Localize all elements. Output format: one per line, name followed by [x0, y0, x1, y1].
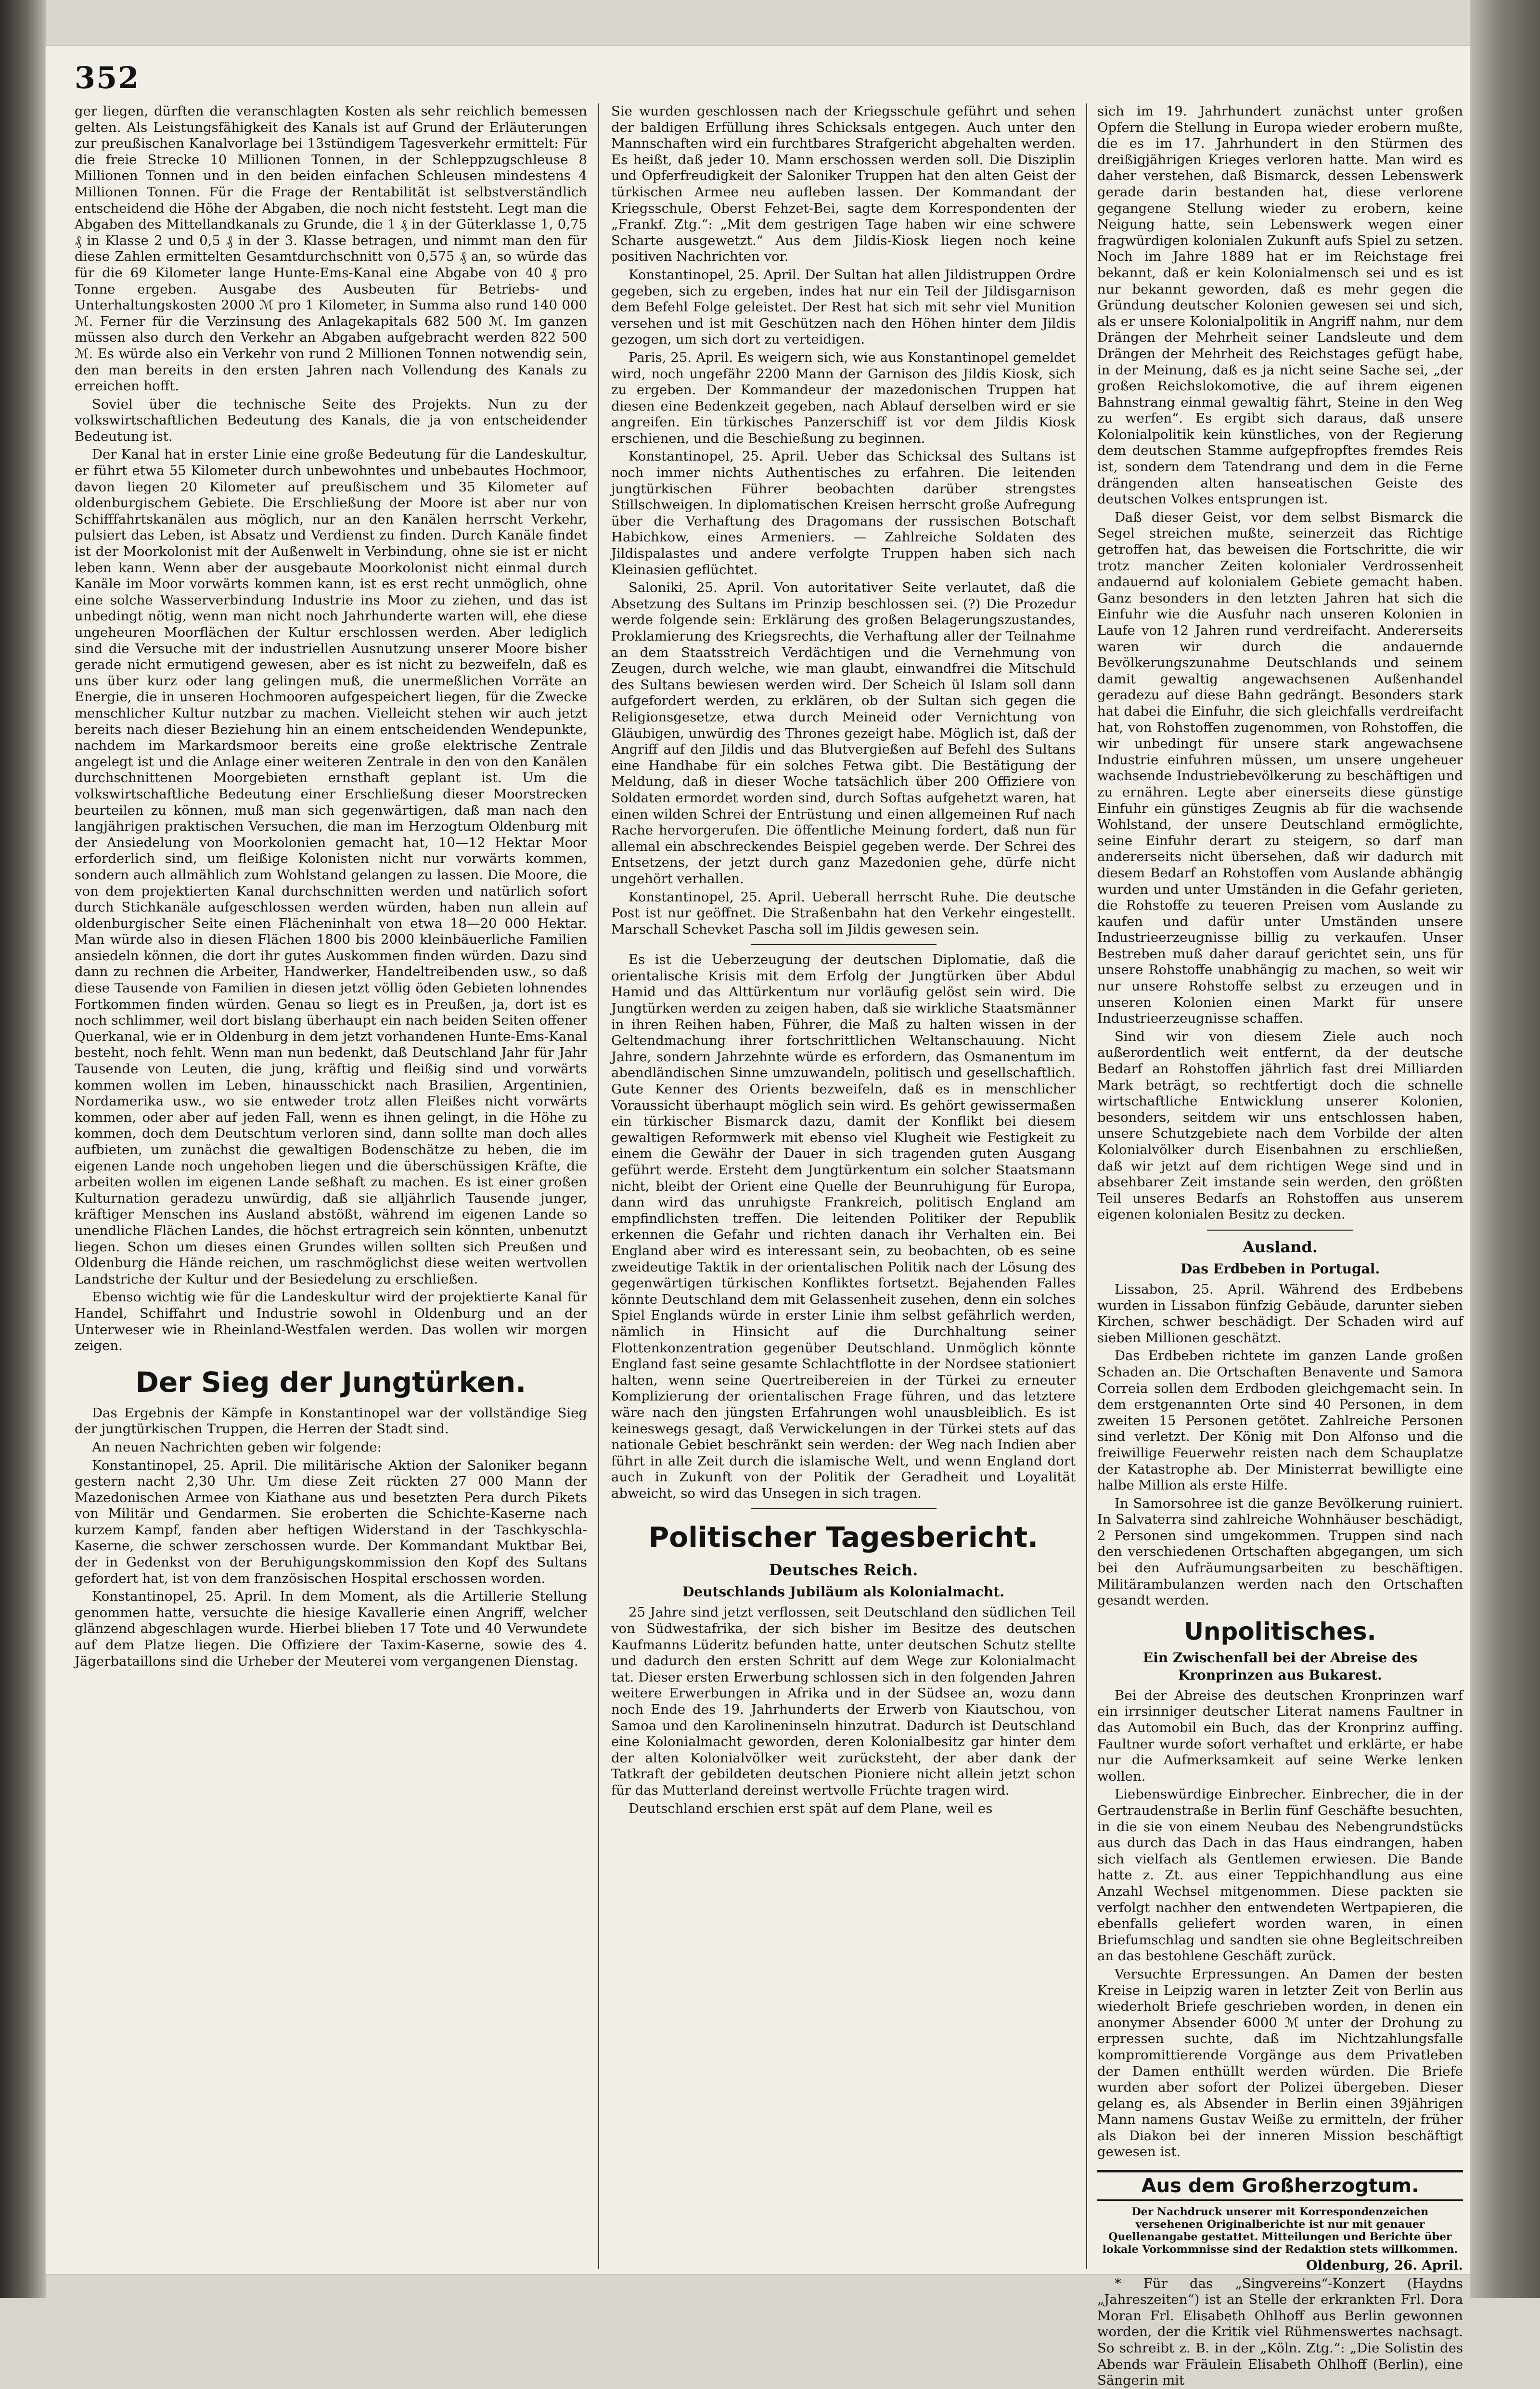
article-paragraph: Bei der Abreise des deutschen Kronprinzen warf ein irrsinniger deutscher Literat namens Faultner in das Automobil ein Buch, das der Kronprinz auffing. Faultner wurde sofort verhaftet und erklärte, er habe nur die Aufmerksamkeit auf seine Werke lenken wollen. [1097, 1687, 1463, 1784]
headline-sieg-jungtuerken: Der Sieg der Jungtürken. [135, 1365, 526, 1399]
page-number: 352 [75, 60, 140, 95]
article-paragraph: Saloniki, 25. April. Von autoritativer Seite verlautet, daß die Absetzung des Sultans im Prinzip beschlossen sei. (?) Die Prozedur werde folgende sein: Erklärung des großen Belagerungszustandes, Proklamierung des Kriegsrechts, die Verhaftung aller der Teilnahme an dem Staatsstreich Verdächtigen und die Vernehmung von Zeugen, durch welche, wie man glaubt, einwandfrei die Mitschuld des Sultans bewiesen werden wird. Der Scheich ül Islam soll dann aufgefordert werden, zu erklären, ob der Sultan sich gegen die Religionsgesetze, etwa durch Meineid oder Vernichtung von Gläubigen, unwürdig des Thrones gezeigt habe. Möglich ist, daß der Angriff auf den Jildis und das Blutvergießen auf Befehl des Sultans eine Handhabe für ein solches Fetwa gibt. Die Bestätigung der Meldung, daß in dieser Woche tatsächlich über 200 Offiziere von Soldaten ermordet worden sind, durch Softas aufgehetzt waren, hat einen wilden Schrei der Entrüstung und einen allgemeinen Ruf nach Rache hervorgerufen. Die öffentliche Meinung fordert, daß nun für allemal ein abschreckendes Beispiel gegeben werde. Der Schrei des Entsetzens, der jetzt durch ganz Mazedonien gehe, dürfe nicht ungehört verhallen. [611, 580, 1076, 886]
article-paragraph: Konstantinopel, 25. April. In dem Moment, als die Artillerie Stellung genommen hatte, versuchte die hiesige Kavallerie einen Angriff, welcher glänzend abgeschlagen wurde. Hierbei blieben 17 Tote und 40 Verwundete auf dem Platze liegen. Die Offiziere der Taxim-Kaserne, sowie des 4. Jägerbataillons sind die Urheber der Meuterei vom vergangenen Dienstag. [75, 1589, 587, 1669]
article-paragraph: 25 Jahre sind jetzt verflossen, seit Deutschland den südlichen Teil von Südwestafrika, der sich bisher im Besitze des deutschen Kaufmanns Lüderitz befunden hatte, unter deutschen Schutz stellte und dadurch den ersten Schritt auf dem Wege zur Kolonialmacht tat. Dieser ersten Erwerbung schlossen sich in den folgenden Jahren weitere Erwerbungen in Afrika und in der Südsee an, wozu dann noch Ende des 19. Jahrhunderts der Erwerb von Kiautschou, von Samoa und den Karolineninseln hinzutrat. Dadurch ist Deutschland eine Kolonialmacht geworden, deren Kolonialbesitz gar hinter dem der alten Kolonialvölker weit zurücksteht, der aber dank der Tatkraft der gebildeten deutschen Pioniere nicht allein jetzt schon für das Mutterland dereinst wertvolle Früchte tragen wird. [611, 1605, 1076, 1798]
section-divider [751, 1508, 937, 1509]
section-divider [751, 944, 937, 945]
column-1 [75, 103, 587, 2269]
column-3 [1097, 103, 1463, 2389]
article-paragraph: ger liegen, dürften die veranschlagten Kosten als sehr reichlich bemessen gelten. Als Leistungsfähigkeit des Kanals ist auf Grund der Erläuterungen zur preußischen Kanalvorlage bei 13stündigem Tagesverkehr ermittelt: Für die freie Strecke 10 Millionen Tonnen, in der Schleppzugschleuse 8 Millionen Tonnen und in den beiden einfachen Schleusen mindestens 4 Millionen Tonnen. Für die Frage der Rentabilität ist selbstverständlich entscheidend die Höhe der Abgaben, die noch nicht feststeht. Legt man die Abgaben des Mittellandkanals zu Grunde, die 1 ₰ in der Güterklasse 1, 0,75 ₰ in Klasse 2 und 0,5 ₰ in der 3. Klasse betragen, und nimmt man den für diese Zahlen ermittelten Gesamtdurchschnitt von 0,575 ₰ an, so würde das für die 69 Kilometer lange Hunte-Ems-Kanal eine Abgabe von 40 ₰ pro Tonne ergeben. Ausgabe des Ausbeuten für Betriebs- und Unterhaltungskosten 2000 ℳ pro 1 Kilometer, in Summa also rund 140 000 ℳ. Ferner für die Verzinsung des Anlagekapitals 682 500 ℳ. Im ganzen müssen also durch den Verkehr an Abgaben aufgebracht werden 822 500 ℳ. Es würde also ein Verkehr von rund 2 Millionen Tonnen notwendig sein, den man bereits in den ersten Jahren nach Vollendung des Kanals zu erreichen hofft. [75, 103, 587, 394]
headline-politischer-tagesbericht: Politischer Tagesbericht. [648, 1521, 1039, 1554]
reprint-notice: Der Nachdruck unserer mit Korrespondenzeichen versehenen Originalberichte ist nur mit genauer Quellenangabe gestattet. Mitteilungen und Berichte über lokale Vorkommnisse sind der Redaktion stets willkommen. [1102, 2206, 1458, 2256]
article-paragraph: Konstantinopel, 25. April. Die militärische Aktion der Saloniker begann gestern nacht 2,30 Uhr. Um diese Zeit rückten 27 000 Mann der Mazedonischen Armee von Kiathane aus und besetzten Pera durch Pikets von Militär und Gendarmen. Sie eroberten die Schichte-Kaserne nach kurzem Kampf, fanden aber heftigen Widerstand in der Taschkyschla-Kaserne, die schwer zerschossen wurde. Der Kommandant Muktbar Bei, der in Gedenkst von der Beruhigungskommission den Kopf des Sultans gefordert hat, ist von dem französischen Hospital erschossen worden. [75, 1457, 587, 1586]
article-paragraph: Deutschland erschien erst spät auf dem Plane, weil es [629, 1800, 993, 1816]
article-paragraph: Lissabon, 25. April. Während des Erdbebens wurden in Lissabon fünfzig Gebäude, darunter sieben Kirchen, schwer beschädigt. Der Schaden wird auf sieben Millionen geschätzt. [1097, 1281, 1463, 1346]
dateline: Oldenburg, 26. April. [1306, 2258, 1463, 2273]
book-binding [0, 0, 46, 2298]
section-heading-ausland: Ausland. [1243, 1237, 1318, 1256]
article-paragraph: Sind wir von diesem Ziele auch noch außerordentlich weit entfernt, da der deutsche Bedarf an Rohstoffen jährlich fast drei Milliarden Mark beträgt, so rechtfertigt doch die schnelle wirtschaftliche Entwicklung unserer Kolonien, besonders, seitdem wir uns entschlossen haben, unsere Schutzgebiete nach dem Vorbilde der alten Kolonialvölker durch Eisenbahnen zu erschließen, daß wir jetzt auf dem richtigen Wege sind und in absehbarer Zeit imstande sein werden, den größten Teil unseres Bedarfs an Rohstoffen aus unserem eigenen kolonialen Besitz zu decken. [1097, 1028, 1463, 1222]
column-rule [598, 103, 599, 2269]
headline-unpolitisches: Unpolitisches. [1184, 1617, 1376, 1645]
subheadline-erdbeben: Das Erdbeben in Portugal. [1180, 1260, 1380, 1277]
column-rule [1086, 103, 1087, 2269]
article-paragraph: sich im 19. Jahrhundert zunächst unter großen Opfern die Stellung in Europa wieder erobern mußte, die es im 17. Jahrhundert in den Stürmen des dreißigjährigen Krieges verloren hatte. Man wird es daher verstehen, daß Bismarck, dessen Lebenswerk gerade darin bestanden hat, diese verlorene gegangene Stellung wieder zu erobern, keine Neigung hatte, sein Lebenswerk wegen einer fragwürdigen kolonialen Zukunft aufs Spiel zu setzen. Noch im Jahre 1889 hat er im Reichstage frei bekannt, daß er kein Kolonialmensch sei und es ist nur bekannt geworden, daß es mehr gegen die Gründung deutscher Kolonien gewesen sei und sich, als er unsere Kolonialpolitik in Angriff nahm, nur dem Drängen der Mehrheit seiner Landsleute und dem Drängen der Mehrheit des Reichstages gefügt habe, in der Meinung, daß es ja nicht seine Sache sei, „der großen Reichslokomotive, die auf ihrem eigenen Bahnstrang einmal gewaltig fährt, Steine in den Weg zu werfen“. Es ergibt sich daraus, daß unsere Kolonialpolitik kein künstliches, von der Regierung dem deutschen Stamme aufgepfropftes fremdes Reis ist, sondern dem Tatendrang und dem in die Ferne drängenden alten hanseatischen Geiste des deutschen Volkes entsprungen ist. [1097, 103, 1463, 507]
section-divider [1207, 1230, 1353, 1231]
subheadline-zwischenfall: Ein Zwischenfall bei der Abreise des Kronprinzen aus Bukarest. [1142, 1649, 1418, 1683]
article-paragraph: Der Kanal hat in erster Linie eine große Bedeutung für die Landeskultur, er führt etwa 55 Kilometer durch unbewohntes und unbebautes Hochmoor, davon liegen 20 Kilometer auf preußischem und 35 Kilometer auf oldenburgischem Gebiete. Die Erschließung der Moore ist aber nur von Schifffahrtskanälen aus möglich, nur an den Kanälen herrscht Verkehr, pulsiert das Leben, ist Absatz und Verdienst zu finden. Durch Kanäle findet ist der Moorkolonist mit der Außenwelt in Verbindung, ohne sie ist er nicht leben kann. Wenn aber der ausgebaute Moorkolonist nicht einmal durch Kanäle im Moor vorwärts kommen kann, ist es erst recht unmöglich, ohne eine solche Wasserverbindung Industrie ins Moor zu ziehen, und das ist unbedingt nötig, wenn man nicht noch Jahrhunderte warten will, ehe diese ungeheuren Moorflächen der Kultur erschlossen werden. Aber lediglich sind die Versuche mit der industriellen Ausnutzung unserer Moore bisher gerade nicht ermutigend gewesen, aber es ist nicht zu bezweifeln, daß es uns über kurz oder lang gelingen muß, die unermeßlichen Vorräte an Energie, die in unseren Hochmooren aufgespeichert liegen, für die Zwecke menschlicher Kultur nutzbar zu machen. Vielleicht stehen wir auch jetzt bereits nach dieser Beziehung hin an einem entscheidenden Wendepunkte, nachdem im Markardsmoor bereits eine große elektrische Zentrale angelegt ist und die Anlage einer weiteren Zentrale in den von den Kanälen durchschnittenen Moorgebieten ernsthaft geplant ist. Um die volkswirtschaftliche Bedeutung einer Erschließung dieser Moorstrecken beurteilen zu können, muß man sich gegenwärtigen, daß man nach den langjährigen praktischen Versuchen, die man im Herzogtum Oldenburg mit der Ansiedelung von Moorkolonien gemacht hat, 10—12 Hektar Moor erforderlich sind, um fleißige Kolonisten nicht nur vorwärts kommen, sondern auch allmählich zum Wohlstand gelangen zu lassen. Die Moore, die von dem projektierten Kanal durchschnitten werden und natürlich sofort durch Stichkanäle aufgeschlossen werden würden, haben nun allein auf oldenburgischer Seite einen Flächeninhalt von etwa 18—20 000 Hektar. Man würde also in diesen Flächen 1800 bis 2000 kleinbäuerliche Familien ansiedeln können, die dort ihr gutes Auskommen finden würden. Dazu sind dann zu rechnen die Arbeiter, Handwerker, Handeltreibenden usw., so daß diese Tausende von Familien in diesen jetzt völlig öden Gebieten lohnendes Fortkommen finden würden. Genau so liegt es in Preußen, ja, dort ist es noch schlimmer, weil dort bislang überhaupt ein nach beiden Seiten offener Querkanal, wie er in Oldenburg in dem jetzt vorhandenen Hunte-Ems-Kanal besteht, noch fehlt. Wenn man nun bedenkt, daß Deutschland Jahr für Jahr Tausende von Leuten, die jung, kräftig und fleißig sind und vorwärts kommen wollen im Leben, hinausschickt nach Brasilien, Argentinien, Nordamerika usw., wo sie entweder trotz allen Fleißes nicht vorwärts kommen, oder aber auf jeden Fall, wenn es ihnen gelingt, in die Höhe zu kommen, doch dem Deutschtum verloren sind, dann sollte man doch alles aufbieten, um zunächst die gewaltigen Bodenschätze zu heben, die im eigenen Lande noch ungehoben liegen und die überschüssigen Kräfte, die arbeiten wollen im eigenen Lande seßhaft zu machen. Es ist einer großen Kulturnation geradezu unwürdig, daß sie alljährlich Tausende junger, kräftiger Menschen ins Ausland abstößt, während im eigenen Lande so unendliche Flächen Landes, die höchst ertragreich sein könnten, unbenutzt liegen. Schon um dieses einen Grundes willen sollten sich Preußen und Oldenburg die Hände reichen, um raschmöglichst diese weiten wertvollen Landstriche der Kultur und der Besiedelung zu erschließen. [75, 447, 587, 1287]
newspaper-page [46, 46, 1470, 2389]
article-paragraph: Das Ergebnis der Kämpfe in Konstantinopel war der vollständige Sieg der jungtürkischen Truppen, die Herren der Stadt sind. [75, 1405, 587, 1437]
subheadline-deutsches-reich: Deutsches Reich. [769, 1561, 918, 1580]
article-paragraph: Konstantinopel, 25. April. Ueber das Schicksal des Sultans ist noch immer nichts Authentisches zu erfahren. Die leitenden jungtürkischen Führer beobachten darüber strengstes Stillschweigen. In diplomatischen Kreisen herrscht große Aufregung über die Verhaftung des Dragomans der russischen Botschaft Habichkow, eines Armeniers. — Zahlreiche Soldaten des Jildispalastes und andere verfolgte Truppen haben sich nach Kleinasien geflüchtet. [611, 449, 1076, 578]
column-2 [611, 103, 1076, 2269]
page-edge-shadow [1470, 0, 1540, 2298]
headline-grossherzogtum: Aus dem Großherzogtum. [1097, 2170, 1463, 2201]
article-paragraph: Konstantinopel, 25. April. Der Sultan hat allen Jildistruppen Ordre gegeben, sich zu ergeben, indes hat nur ein Teil der Jildisgarnison dem Befehl Folge geleistet. Der Rest hat sich mit sehr viel Munition versehen und ist mit Geschützen nach den Höhen hinter dem Jildis gezogen, um sich dort zu verteidigen. [611, 267, 1076, 347]
article-paragraph: Es ist die Ueberzeugung der deutschen Diplomatie, daß die orientalische Krisis mit dem Erfolg der Jungtürken über Abdul Hamid und das Alttürkentum nur vorläufig gelöst sein wird. Die Jungtürken werden zu zeigen haben, daß sie wirkliche Staatsmänner in ihren Reihen haben, Führer, die Maß zu halten wissen in der Geltendmachung ihrer fortschrittlichen Weltanschauung. Nicht Jahre, sondern Jahrzehnte würde es erfordern, das Osmanentum im abendländischen Sinne umzuwandeln, politisch und gesellschaftlich. Gute Kenner des Orients bezweifeln, daß es in menschlicher Voraussicht überhaupt möglich sein wird. Es gehört gewissermaßen ein türkischer Bismarck dazu, damit der Konflikt bei diesem gewaltigen Reformwerk mit ebenso viel Klugheit wie Festigkeit zu einem die Gewähr der Dauer in sich tragenden guten Ausgang geführt werde. Ersteht dem Jungtürkentum ein solcher Staatsmann nicht, bleibt der Orient eine Quelle der Beunruhigung für Europa, dann wird das unruhigste Frankreich, politisch England am empfindlichsten treffen. Die leitenden Politiker der Republik erkennen die Gefahr und richten danach ihr Verhalten ein. Bei England aber wird es interessant sein, zu beobachten, ob es seine zweideutige Taktik in der orientalischen Politik nach der Lösung des gegenwärtigen türkischen Konfliktes fortsetzt. Bejahenden Falles könnte Deutschland dem mit Gelassenheit zusehen, denn ein solches Spiel Englands würde in erster Linie ihm selbst gefährlich werden, nämlich in Hinsicht auf die Durchhaltung seiner Flottenkonzentration gegenüber Deutschland. Unmöglich könnte England fast seine gesamte Schlachtflotte in der Nordsee stationiert halten, wenn seine Quertreibereien in der Türkei zu erneuter Komplizierung der orientalischen Frage führen, und das letztere wäre nach den jüngsten Erfahrungen wohl unausbleiblich. Es ist keineswegs gesagt, daß Verwickelungen in der Türkei stets auf das nationale Gebiet beschränkt sein werden: der Weg nach Indien aber führt in alle Zeit durch die islamische Welt, und wenn England dort auch in Zukunft von der Politik der Geradheit und Loyalität abweicht, so wird das Unsegen in sich tragen. [611, 952, 1076, 1501]
article-paragraph: Liebenswürdige Einbrecher. Einbrecher, die in der Gertraudenstraße in Berlin fünf Geschäfte besuchten, in die sie von einem Neubau des Nebengrundstücks aus durch das Dach in das Haus eindrangen, haben sich vielfach als Gentlemen erwiesen. Die Bande hatte z. Zt. aus einer Teppichhandlung aus eine Anzahl Wechsel mitgenommen. Diese packten sie verfolgt nachher den entwendeten Wertpapieren, die ebenfalls geliefert worden waren, in einen Briefumschlag und sandten sie ohne Begleitschreiben an das bestohlene Geschäft zurück. [1097, 1786, 1463, 1964]
article-paragraph: * Für das „Singvereins“-Konzert (Haydns „Jahreszeiten“) ist an Stelle der erkrankten Frl. Dora Moran Frl. Elisabeth Ohlhoff aus Berlin gewonnen worden, der die Kritik viel Rühmenswertes nachsagt. So schreibt z. B. in der „Köln. Ztg.“: „Die Solistin des Abends war Fräulein Elisabeth Ohlhoff (Berlin), eine Sängerin mit [1097, 2275, 1463, 2389]
article-paragraph: Sie wurden geschlossen nach der Kriegsschule geführt und sehen der baldigen Erfüllung ihres Schicksals entgegen. Auch unter den Mannschaften wird ein furchtbares Strafgericht abgehalten werden. Es heißt, daß jeder 10. Mann erschossen werden soll. Die Disziplin und Opferfreudigkeit der Saloniker Truppen hat den alten Geist der türkischen Armee neu aufleben lassen. Der Kommandant der Kriegsschule, Oberst Fehzet-Bei, sagte dem Korrespondenten der „Frankf. Ztg.“: „Mit dem gestrigen Tage haben wir eine schwere Scharte ausgewetzt.“ Aus dem Jildis-Kiosk liegen noch keine positiven Nachrichten vor. [611, 103, 1076, 265]
article-paragraph: Das Erdbeben richtete im ganzen Lande großen Schaden an. Die Ortschaften Benavente und Samora Correia sollen dem Erdboden gleichgemacht sein. In dem erstgenannten Orte sind 40 Personen, in dem zweiten 15 Personen getötet. Zahlreiche Personen sind verletzt. Der König mit Don Alfonso und die freiwillige Feuerwehr reisten nach dem Schauplatze der Katastrophe ab. Der Ministerrat bewilligte eine halbe Million als erste Hilfe. [1097, 1348, 1463, 1493]
article-paragraph: In Samorsohree ist die ganze Bevölkerung ruiniert. In Salvaterra sind zahlreiche Wohnhäuser beschädigt, 2 Personen sind umgekommen. Truppen sind nach den verschiedenen Ortschaften abgegangen, um sich bei den Aufräumungsarbeiten zu beschäftigen. Militärambulanzen werden nach den Ortschaften gesandt werden. [1097, 1495, 1463, 1608]
article-paragraph: Konstantinopel, 25. April. Ueberall herrscht Ruhe. Die deutsche Post ist nur geöffnet. Die Straßenbahn hat den Verkehr eingestellt. Marschall Schevket Pascha soll im Jildis gewesen sein. [611, 889, 1076, 937]
article-paragraph: Ebenso wichtig wie für die Landeskultur wird der projektierte Kanal für Handel, Schiffahrt und Industrie sowohl in Oldenburg und an der Unterweser wie in Rheinland-Westfalen werden. Das wollen wir morgen zeigen. [75, 1289, 587, 1354]
article-paragraph: Soviel über die technische Seite des Projekts. Nun zu der volkswirtschaftlichen Bedeutung des Kanals, die ja von entscheidender Bedeutung ist. [75, 396, 587, 444]
subheadline-jubilaeum: Deutschlands Jubiläum als Kolonialmacht. [682, 1584, 1004, 1600]
article-paragraph: An neuen Nachrichten geben wir folgende: [92, 1439, 382, 1455]
article-paragraph: Daß dieser Geist, vor dem selbst Bismarck die Segel streichen mußte, seinerzeit das Richtige getroffen hat, das beweisen die Fortschritte, die wir trotz mancher Zeiten kolonialer Verdrossenheit andauernd auf kolonialem Gebiete gemacht haben. Ganz besonders in den letzten Jahren hat sich die Einfuhr wie die Ausfuhr nach unseren Kolonien in Laufe von 12 Jahren rund verdreifacht. Andererseits waren wir durch die andauernde Bevölkerungszunahme Deutschlands und seinem damit gewaltig angewachsenen Außenhandel geradezu auf diese Bahn gedrängt. Besonders stark hat dabei die Einfuhr, die sich gleichfalls verdreifacht hat, von Rohstoffen zugenommen, von Rohstoffen, die wir unbedingt für unsere stark angewachsene Industrie einfuhren müssen, um unsere ungeheuer wachsende Industriebevölkerung zu beschäftigen und zu ernähren. Legte aber einerseits diese günstige Einfuhr ein günstiges Zeugnis ab für die wachsende Wohlstand, der unsere Deutschland ermöglichte, seine Einfuhr derart zu steigern, so darf man andererseits nicht übersehen, daß wir dadurch mit diesem Bedarf an Rohstoffen vom Auslande abhängig wurden und unter Umständen in die Gefahr gerieten, die Rohstoffe zu teueren Preisen vom Auslande zu kaufen und dafür unter Umständen unsere Industrieerzeugnisse billig zu verkaufen. Unser Bestreben muß daher darauf gerichtet sein, uns für unsere Rohstoffe unabhängig zu machen, so weit wir nur unsere Rohstoffe selbst zu erzeugen und in unseren Kolonien einen Markt für unsere Industrieerzeugnisse schaffen. [1097, 509, 1463, 1027]
article-paragraph: Paris, 25. April. Es weigern sich, wie aus Konstantinopel gemeldet wird, noch ungefähr 2200 Mann der Garnison des Jildis Kiosk, sich zu ergeben. Der Kommandeur der mazedonischen Truppen hat diesen eine Bedenkzeit gegeben, nach Ablauf derselben wird er sie angreifen. Ein türkisches Panzerschiff ist vor dem Jildis Kiosk erschienen, und die Beschießung zu beginnen. [611, 349, 1076, 446]
article-paragraph: Versuchte Erpressungen. An Damen der besten Kreise in Leipzig waren in letzter Zeit von Berlin aus wiederholt Briefe geschrieben worden, in denen ein anonymer Absender 6000 ℳ unter der Drohung zu erpressen suchte, daß im Nichtzahlungsfalle kompromittierende Vorgänge aus dem Privatleben der Damen enthüllt werden würden. Die Briefe wurden aber sofort der Polizei übergeben. Dieser gelang es, als Absender in Berlin einen 39jährigen Mann namens Gustav Weiße zu ermitteln, der früher als Diakon bei der inneren Mission beschäftigt gewesen ist. [1097, 1966, 1463, 2160]
